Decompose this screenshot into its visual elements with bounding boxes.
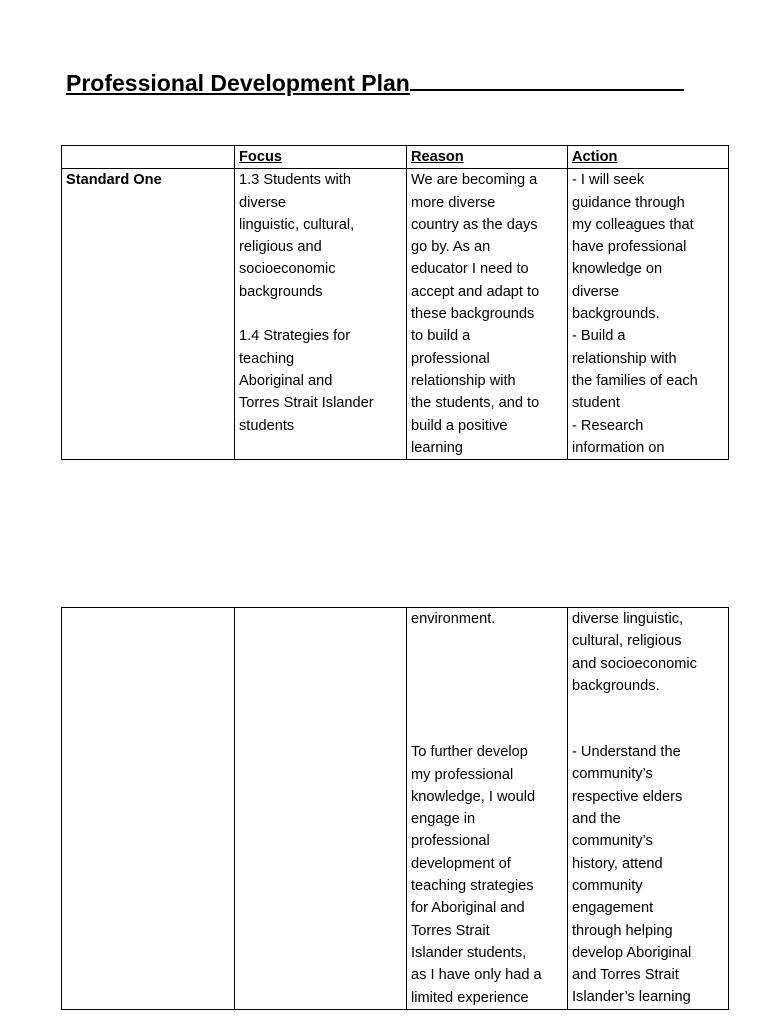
text-line: backgrounds [239, 283, 323, 300]
text-line: student [572, 395, 620, 412]
text-line: knowledge on [572, 261, 663, 278]
text-line: history, attend [572, 855, 663, 872]
text-line: Islander students, [411, 944, 527, 961]
text-line: my professional [411, 766, 514, 783]
text-line: the families of each [572, 372, 698, 389]
action-block-community [572, 741, 725, 1009]
action-cell [568, 169, 729, 460]
text-line: through helping [572, 922, 673, 939]
action-cell-continued [568, 608, 729, 1010]
text-line: - I will seek [572, 172, 645, 189]
text-line: environment. [411, 611, 496, 627]
text-line: students [239, 417, 295, 434]
text-line: To further develop [411, 744, 528, 761]
header-cell-empty [62, 146, 235, 169]
title-text: Professional Development Plan [66, 70, 410, 96]
plan-table-part-2 [61, 607, 729, 1010]
header-focus: Focus [235, 146, 407, 169]
row-label-empty [62, 608, 235, 1010]
text-line: Torres Strait [411, 922, 490, 939]
focus-cell-empty [235, 608, 407, 1010]
text-line: relationship with [572, 350, 677, 367]
text-line: professional [411, 350, 490, 367]
text-line: - Understand the [572, 744, 681, 761]
text-line: 1.3 Students with [239, 172, 351, 189]
text-line: respective elders [572, 788, 683, 805]
text-line: guidance through [572, 194, 685, 211]
reason-block-professional-development [411, 741, 564, 1009]
text-line: community’s [572, 766, 653, 783]
text-line: professional [411, 833, 490, 850]
text-line: We are becoming a [411, 172, 538, 189]
text-line: backgrounds. [572, 306, 660, 323]
text-line: cultural, religious [572, 633, 682, 650]
document-title [66, 66, 684, 99]
text-line: - Build a [572, 328, 626, 345]
text-line: teaching strategies [411, 878, 534, 895]
text-line: and the [572, 811, 621, 828]
text-line: engage in [411, 811, 476, 828]
action-continued-text [572, 608, 725, 697]
text-line: country as the days [411, 216, 538, 233]
reason-cell [407, 169, 568, 460]
text-line: these backgrounds [411, 306, 535, 323]
plan-table-part-1 [61, 145, 729, 460]
text-line: have professional [572, 239, 687, 256]
text-line: linguistic, cultural, [239, 216, 355, 233]
text-line: learning [411, 439, 463, 456]
text-line: teaching [239, 350, 295, 367]
text-line: development of [411, 855, 511, 872]
text-line: diverse linguistic, [572, 611, 684, 627]
table-row [62, 169, 729, 460]
text-line: Torres Strait Islander [239, 395, 374, 412]
text-line: for Aboriginal and [411, 900, 525, 917]
text-line: socioeconomic [239, 261, 336, 278]
text-line: and Torres Strait [572, 967, 679, 984]
text-line: Aboriginal and [239, 372, 333, 389]
title-underline-blank [410, 66, 684, 91]
row-label-standard-one: Standard One [62, 169, 235, 460]
text-line: relationship with [411, 372, 516, 389]
header-reason: Reason [407, 146, 568, 169]
text-line: my colleagues that [572, 216, 694, 233]
reason-text [411, 169, 564, 459]
table-row [62, 608, 729, 1010]
text-line: more diverse [411, 194, 496, 211]
text-line: Islander’s learning [572, 989, 691, 1006]
action-text [572, 169, 725, 459]
text-line: information on [572, 439, 665, 456]
focus-block-1-4 [239, 325, 403, 436]
text-line: engagement [572, 900, 654, 917]
header-action: Action [568, 146, 729, 169]
text-line: go by. As an [411, 239, 491, 256]
text-line: accept and adapt to [411, 283, 540, 300]
text-line: backgrounds. [572, 677, 660, 694]
text-line: to build a [411, 328, 471, 345]
text-line: community [572, 877, 643, 894]
text-line: religious and [239, 239, 322, 256]
text-line: develop Aboriginal [572, 944, 692, 961]
focus-cell [235, 169, 407, 460]
text-line: build a positive [411, 417, 508, 434]
text-line: the students, and to [411, 395, 540, 412]
text-line: diverse [239, 194, 287, 211]
text-line: limited experience [411, 989, 529, 1006]
text-line: 1.4 Strategies for [239, 328, 351, 345]
text-line: diverse [572, 283, 620, 300]
text-line: knowledge, I would [411, 788, 536, 805]
text-line: - Research [572, 417, 644, 434]
reason-cell-continued [407, 608, 568, 1010]
text-line: and socioeconomic [572, 655, 697, 672]
text-line: educator I need to [411, 261, 529, 278]
table-header-row [62, 146, 729, 169]
reason-continued-text [411, 608, 564, 630]
focus-block-1-3 [239, 169, 403, 303]
text-line: community’s [572, 833, 653, 850]
text-line: as I have only had a [411, 967, 542, 984]
